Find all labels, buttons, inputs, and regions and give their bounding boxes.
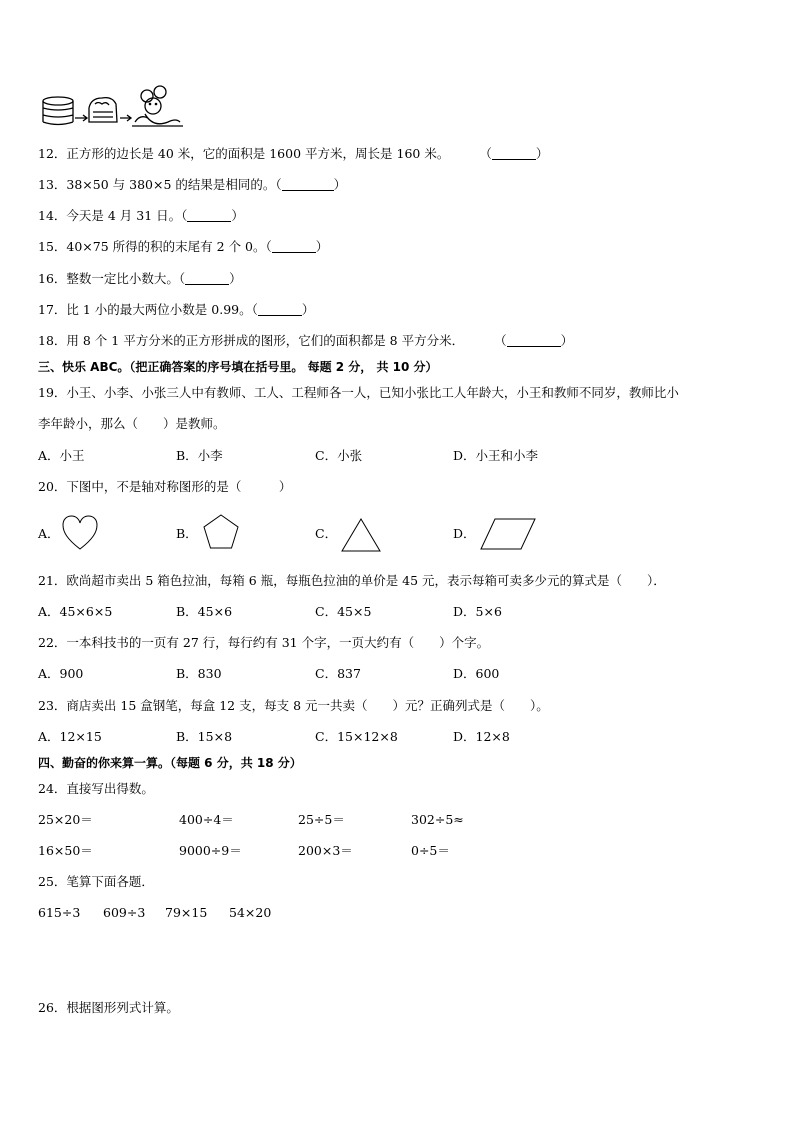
- q23-option-d[interactable]: D．12×8: [453, 729, 510, 744]
- close-paren: ）: [560, 333, 574, 348]
- calc-16x50[interactable]: 16×50＝: [38, 843, 93, 858]
- calc-25x20[interactable]: 25×20＝: [38, 812, 93, 827]
- calc-302div5[interactable]: 302÷5≈: [411, 812, 464, 827]
- question-14: [38, 208, 244, 224]
- question-19-line2: 李年龄小，那么（ ）是教师。: [38, 416, 226, 431]
- question-13: [38, 177, 346, 193]
- question-18: [38, 333, 573, 349]
- question-20: 20．下图中，不是轴对称图形的是（ ）: [38, 479, 292, 494]
- question-19-line1: 19．小王、小李、小张三人中有教师、工人、工程师各一人，已知小张比工人年龄大，小王和教师不同岁，教师比小: [38, 385, 679, 400]
- question-21: 21．欧尚超市卖出 5 箱色拉油，每箱 6 瓶，每瓶色拉油的单价是 45 元，表示每箱可卖多少元的算式是（ ）．: [38, 573, 666, 588]
- question-23: 23．商店卖出 15 盒钢笔，每盒 12 支，每支 8 元一共卖（ ）元？正确列式是（ ）。: [38, 698, 549, 713]
- question-25: 25．笔算下面各题．: [38, 874, 154, 889]
- q23-option-c[interactable]: C．15×12×8: [315, 729, 398, 744]
- answer-blank-18[interactable]: [507, 334, 561, 347]
- answer-blank-17[interactable]: [258, 303, 302, 316]
- calc-25div5[interactable]: 25÷5＝: [298, 812, 345, 827]
- answer-blank-16[interactable]: [185, 272, 229, 285]
- question-13-text: 13．38×50 与 380×5 的结果是相同的。（: [38, 177, 282, 192]
- q22-option-b[interactable]: B．830: [176, 666, 222, 681]
- q20-option-d[interactable]: D．: [453, 526, 476, 541]
- close-paren: ）: [315, 239, 329, 254]
- written-calc-615div3[interactable]: 615÷3: [38, 905, 81, 920]
- q21-option-d[interactable]: D．5×6: [453, 604, 502, 619]
- q21-option-b[interactable]: B．45×6: [176, 604, 233, 619]
- question-12: [38, 146, 548, 162]
- calc-200x3[interactable]: 200×3＝: [298, 843, 353, 858]
- heart-shape: [61, 514, 99, 552]
- question-17: [38, 302, 314, 318]
- calc-0div5[interactable]: 0÷5＝: [411, 843, 450, 858]
- answer-blank-13[interactable]: [282, 178, 334, 191]
- answer-blank-14[interactable]: [187, 209, 231, 222]
- question-24: 24．直接写出得数。: [38, 781, 154, 796]
- close-paren: ）: [301, 302, 315, 317]
- question-17-text: 17．比 1 小的最大两位小数是 0.99。（: [38, 302, 258, 317]
- parallelogram-shape: [479, 517, 537, 551]
- open-paren: （: [479, 146, 492, 161]
- question-16-text: 16．整数一定比小数大。（: [38, 271, 186, 286]
- calc-400div4[interactable]: 400÷4＝: [179, 812, 234, 827]
- close-paren: ）: [333, 177, 347, 192]
- question-18-text: 18．用 8 个 1 平方分米的正方形拼成的图形，它们的面积都是 8 平方分米．: [38, 333, 465, 348]
- triangle-shape: [340, 517, 382, 553]
- q21-option-c[interactable]: C．45×5: [315, 604, 372, 619]
- pentagon-shape: [202, 513, 240, 551]
- q20-option-b[interactable]: B．: [176, 526, 198, 541]
- q19-option-a[interactable]: A．小王: [38, 448, 85, 463]
- written-calc-79x15[interactable]: 79×15: [165, 905, 208, 920]
- question-22: 22．一本科技书的一页有 27 行，每行约有 31 个字，一页大约有（ ）个字。: [38, 635, 490, 650]
- question-14-text: 14．今天是 4 月 31 日。（: [38, 208, 188, 223]
- q20-option-c[interactable]: C．: [315, 526, 338, 541]
- written-calc-54x20[interactable]: 54×20: [229, 905, 272, 920]
- question-16: [38, 271, 242, 287]
- question-15-text: 15．40×75 所得的积的末尾有 2 个 0。（: [38, 239, 272, 254]
- close-paren: ）: [231, 208, 244, 223]
- cake-mouse-illustration: [40, 84, 185, 130]
- section-3-heading: 三、快乐 ABC。（把正确答案的序号填在括号里。 每题 2 分， 共 10 分）: [38, 360, 438, 374]
- question-12-text: 12．正方形的边长是 40 米，它的面积是 1600 平方米，周长是 160 米。: [38, 146, 450, 161]
- answer-blank-15[interactable]: [272, 240, 316, 253]
- close-paren: ）: [535, 146, 549, 161]
- q19-option-d[interactable]: D．小王和小李: [453, 448, 539, 463]
- q23-option-b[interactable]: B．15×8: [176, 729, 233, 744]
- question-26: 26．根据图形列式计算。: [38, 1000, 179, 1015]
- q22-option-c[interactable]: C．837: [315, 666, 361, 681]
- q19-option-c[interactable]: C．小张: [315, 448, 363, 463]
- q20-option-a[interactable]: A．: [38, 526, 60, 541]
- q21-option-a[interactable]: A．45×6×5: [38, 604, 113, 619]
- written-calc-609div3[interactable]: 609÷3: [103, 905, 146, 920]
- q23-option-a[interactable]: A．12×15: [38, 729, 102, 744]
- q22-option-d[interactable]: D．600: [453, 666, 500, 681]
- q19-option-b[interactable]: B．小李: [176, 448, 223, 463]
- section-4-heading: 四、勤奋的你来算一算。（每题 6 分，共 18 分）: [38, 756, 302, 770]
- q22-option-a[interactable]: A．900: [38, 666, 84, 681]
- question-15: [38, 239, 328, 255]
- answer-blank-12[interactable]: [492, 147, 536, 160]
- close-paren: ）: [229, 271, 242, 286]
- open-paren: （: [494, 333, 507, 348]
- calc-9000div9[interactable]: 9000÷9＝: [179, 843, 242, 858]
